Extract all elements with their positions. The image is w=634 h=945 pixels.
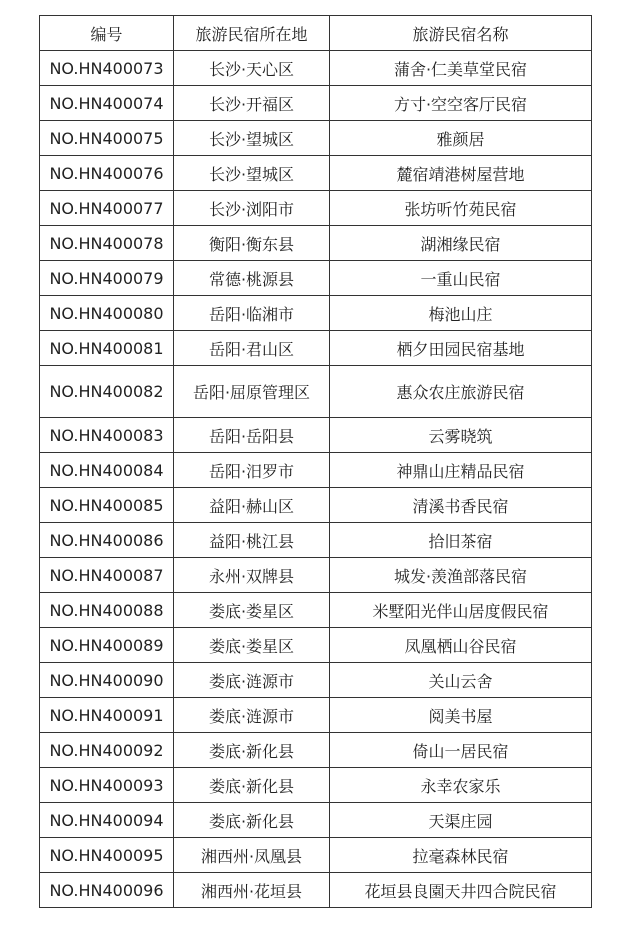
- cell-name: 米墅阳光伴山居度假民宿: [330, 593, 592, 628]
- header-location: 旅游民宿所在地: [174, 16, 330, 51]
- cell-id: NO.HN400082: [40, 366, 174, 418]
- cell-name: 倚山一居民宿: [330, 733, 592, 768]
- cell-location: 娄底·娄星区: [174, 593, 330, 628]
- cell-location: 娄底·新化县: [174, 768, 330, 803]
- table-row: [40, 226, 592, 261]
- table-row: [40, 768, 592, 803]
- cell-name: 张坊听竹苑民宿: [330, 191, 592, 226]
- cell-name: 神鼎山庄精品民宿: [330, 453, 592, 488]
- cell-location: 长沙·浏阳市: [174, 191, 330, 226]
- header-name: 旅游民宿名称: [330, 16, 592, 51]
- cell-name: 城发·羡渔部落民宿: [330, 558, 592, 593]
- table-row: [40, 628, 592, 663]
- table-row: [40, 698, 592, 733]
- cell-name: 清溪书香民宿: [330, 488, 592, 523]
- cell-id: NO.HN400094: [40, 803, 174, 838]
- cell-location: 长沙·天心区: [174, 51, 330, 86]
- table-row: [40, 51, 592, 86]
- cell-name: 惠众农庄旅游民宿: [330, 366, 592, 418]
- cell-name: 方寸·空空客厅民宿: [330, 86, 592, 121]
- table-row: [40, 331, 592, 366]
- cell-id: NO.HN400087: [40, 558, 174, 593]
- table-row: [40, 838, 592, 873]
- cell-location: 娄底·新化县: [174, 733, 330, 768]
- table-row: [40, 86, 592, 121]
- cell-location: 娄底·涟源市: [174, 698, 330, 733]
- cell-name: 关山云舍: [330, 663, 592, 698]
- cell-id: NO.HN400085: [40, 488, 174, 523]
- table-header-row: [40, 16, 592, 51]
- cell-name: 湖湘缘民宿: [330, 226, 592, 261]
- cell-id: NO.HN400073: [40, 51, 174, 86]
- cell-location: 常德·桃源县: [174, 261, 330, 296]
- cell-id: NO.HN400093: [40, 768, 174, 803]
- cell-name: 永幸农家乐: [330, 768, 592, 803]
- cell-name: 栖夕田园民宿基地: [330, 331, 592, 366]
- cell-location: 益阳·赫山区: [174, 488, 330, 523]
- cell-id: NO.HN400088: [40, 593, 174, 628]
- table-row: [40, 663, 592, 698]
- table-row: [40, 733, 592, 768]
- cell-location: 岳阳·屈原管理区: [174, 366, 330, 418]
- cell-name: 雅颜居: [330, 121, 592, 156]
- cell-location: 长沙·望城区: [174, 121, 330, 156]
- cell-id: NO.HN400080: [40, 296, 174, 331]
- cell-id: NO.HN400079: [40, 261, 174, 296]
- cell-location: 娄底·涟源市: [174, 663, 330, 698]
- cell-name: 天渠庄园: [330, 803, 592, 838]
- table-row: [40, 488, 592, 523]
- cell-name: 麓宿靖港树屋营地: [330, 156, 592, 191]
- table-row: [40, 873, 592, 908]
- cell-name: 云雾晓筑: [330, 418, 592, 453]
- cell-location: 永州·双牌县: [174, 558, 330, 593]
- table-row: [40, 453, 592, 488]
- cell-location: 湘西州·花垣县: [174, 873, 330, 908]
- cell-location: 岳阳·君山区: [174, 331, 330, 366]
- table-row: [40, 418, 592, 453]
- cell-id: NO.HN400089: [40, 628, 174, 663]
- cell-id: NO.HN400084: [40, 453, 174, 488]
- table-body: [40, 51, 592, 908]
- homestay-table: [39, 15, 592, 908]
- cell-id: NO.HN400076: [40, 156, 174, 191]
- table-row: [40, 366, 592, 418]
- cell-id: NO.HN400095: [40, 838, 174, 873]
- table-row: [40, 261, 592, 296]
- cell-name: 蒲舍·仁美草堂民宿: [330, 51, 592, 86]
- table-row: [40, 121, 592, 156]
- table-row: [40, 191, 592, 226]
- table-row: [40, 296, 592, 331]
- cell-id: NO.HN400074: [40, 86, 174, 121]
- cell-location: 娄底·新化县: [174, 803, 330, 838]
- cell-name: 凤凰栖山谷民宿: [330, 628, 592, 663]
- table-row: [40, 593, 592, 628]
- cell-location: 湘西州·凤凰县: [174, 838, 330, 873]
- cell-location: 衡阳·衡东县: [174, 226, 330, 261]
- cell-id: NO.HN400090: [40, 663, 174, 698]
- cell-id: NO.HN400081: [40, 331, 174, 366]
- cell-name: 梅池山庄: [330, 296, 592, 331]
- cell-name: 一重山民宿: [330, 261, 592, 296]
- cell-location: 长沙·开福区: [174, 86, 330, 121]
- cell-name: 拾旧茶宿: [330, 523, 592, 558]
- cell-name: 阅美书屋: [330, 698, 592, 733]
- cell-id: NO.HN400078: [40, 226, 174, 261]
- cell-location: 岳阳·汨罗市: [174, 453, 330, 488]
- cell-id: NO.HN400092: [40, 733, 174, 768]
- cell-location: 岳阳·岳阳县: [174, 418, 330, 453]
- cell-id: NO.HN400077: [40, 191, 174, 226]
- cell-location: 岳阳·临湘市: [174, 296, 330, 331]
- table-row: [40, 156, 592, 191]
- cell-location: 益阳·桃江县: [174, 523, 330, 558]
- cell-id: NO.HN400096: [40, 873, 174, 908]
- table-row: [40, 803, 592, 838]
- cell-id: NO.HN400091: [40, 698, 174, 733]
- header-id: 编号: [40, 16, 174, 51]
- cell-location: 娄底·娄星区: [174, 628, 330, 663]
- cell-name: 花垣县良園天井四合院民宿: [330, 873, 592, 908]
- table-row: [40, 558, 592, 593]
- cell-id: NO.HN400075: [40, 121, 174, 156]
- cell-location: 长沙·望城区: [174, 156, 330, 191]
- cell-name: 拉毫森林民宿: [330, 838, 592, 873]
- table-row: [40, 523, 592, 558]
- cell-id: NO.HN400086: [40, 523, 174, 558]
- cell-id: NO.HN400083: [40, 418, 174, 453]
